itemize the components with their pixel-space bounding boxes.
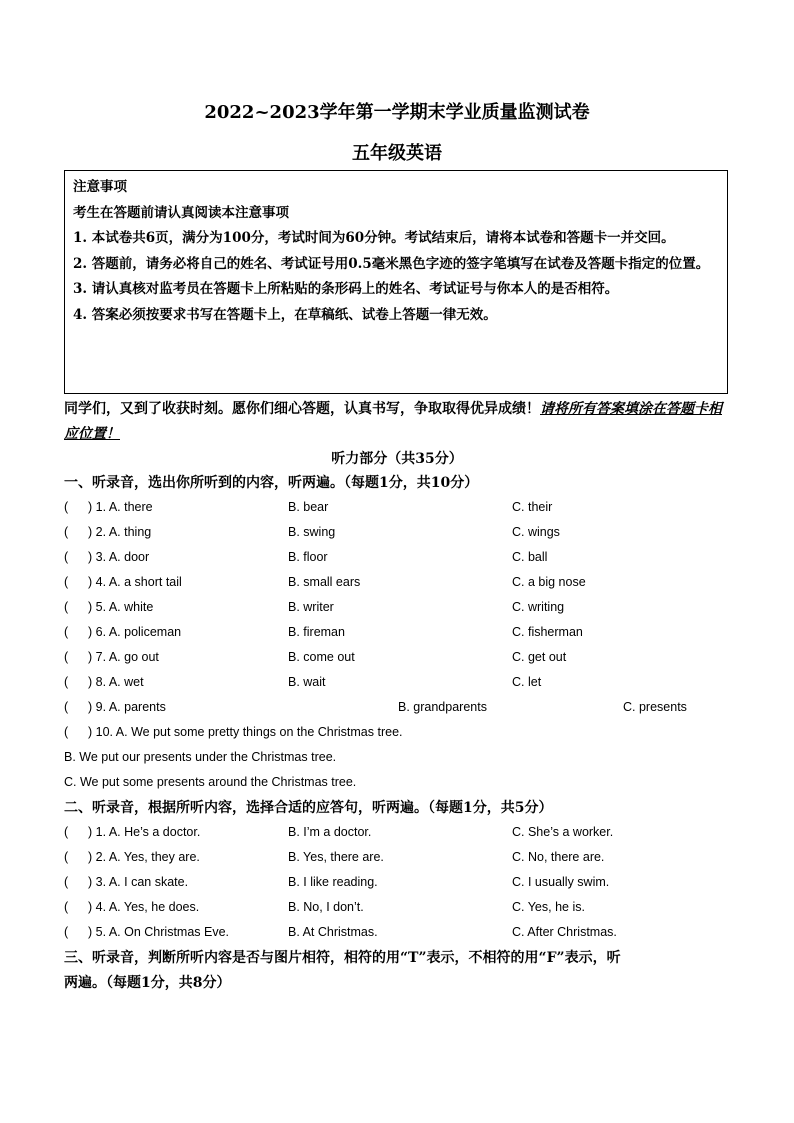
option-b: B. come out bbox=[288, 650, 355, 664]
answer-paren: ( bbox=[64, 825, 69, 839]
answer-paren: ( bbox=[64, 575, 69, 589]
option-c: C. We put some presents around the Christmas tree. bbox=[64, 775, 357, 789]
option-b: B. I like reading. bbox=[288, 875, 378, 889]
answer-paren: ( bbox=[64, 900, 69, 914]
option-a: ) 2. A. thing bbox=[88, 525, 152, 539]
option-b: B. We put our presents under the Christmas tree. bbox=[64, 750, 337, 764]
section3-title-line1: 三、听录音，判断所听内容是否与图片相符，相符的用“T”表示，不相符的用“F”表示，听 bbox=[64, 950, 621, 966]
option-c: C. let bbox=[512, 675, 542, 689]
question-row bbox=[64, 525, 732, 550]
question-row bbox=[64, 675, 732, 700]
option-c: C. After Christmas. bbox=[512, 925, 617, 939]
answer-paren: ( bbox=[64, 875, 69, 889]
notice-item-4: 4. 答案必须按要求书写在答题卡上，在草稿纸、试卷上答题一律无效。 bbox=[73, 306, 497, 323]
question-row bbox=[64, 900, 732, 925]
listening-part-title: 听力部分（共35分） bbox=[331, 451, 463, 467]
notice-box bbox=[64, 170, 728, 394]
exam-subtitle: 五年级英语 bbox=[352, 143, 442, 164]
option-a: ) 10. A. We put some pretty things on the Christmas tree. bbox=[88, 725, 403, 739]
intro-emphasis: 请将所有答案填涂在答题卡相应位置！ bbox=[64, 401, 722, 442]
question-row bbox=[64, 700, 732, 725]
notice-heading: 注意事项 bbox=[73, 179, 127, 195]
option-c: C. Yes, he is. bbox=[512, 900, 585, 914]
option-a: ) 2. A. Yes, they are. bbox=[88, 850, 200, 864]
section3-title-line2: 两遍。（每题1分，共8分） bbox=[64, 975, 231, 991]
option-b: B. fireman bbox=[288, 625, 345, 639]
intro-paragraph bbox=[64, 397, 732, 447]
answer-paren: ( bbox=[64, 500, 69, 514]
answer-paren: ( bbox=[64, 925, 69, 939]
answer-paren: ( bbox=[64, 700, 69, 714]
option-b: B. floor bbox=[288, 550, 328, 564]
option-a: ) 1. A. He’s a doctor. bbox=[88, 825, 201, 839]
question-row bbox=[64, 725, 732, 750]
question-row bbox=[64, 500, 732, 525]
question-row bbox=[64, 650, 732, 675]
section1-title: 一、听录音，选出你所听到的内容，听两遍。（每题1分，共10分） bbox=[64, 475, 479, 491]
option-b: B. At Christmas. bbox=[288, 925, 378, 939]
question-row bbox=[64, 550, 732, 575]
notice-lead: 考生在答题前请认真阅读本注意事项 bbox=[73, 204, 289, 221]
answer-paren: ( bbox=[64, 850, 69, 864]
option-a: ) 6. A. policeman bbox=[88, 625, 182, 639]
notice-item-1: 1. 本试卷共6页，满分为100分，考试时间为60分钟。考试结束后，请将本试卷和答题卡一并交回。 bbox=[73, 230, 675, 246]
option-a: ) 4. A. a short tail bbox=[88, 575, 182, 589]
option-b: B. I’m a doctor. bbox=[288, 825, 372, 839]
option-c: C. a big nose bbox=[512, 575, 586, 589]
option-b: B. Yes, there are. bbox=[288, 850, 384, 864]
answer-paren: ( bbox=[64, 600, 69, 614]
option-c: C. ball bbox=[512, 550, 548, 564]
option-a: ) 1. A. there bbox=[88, 500, 153, 514]
option-a: ) 5. A. white bbox=[88, 600, 154, 614]
exam-title: 2022~2023学年第一学期末学业质量监测试卷 bbox=[204, 102, 590, 123]
answer-paren: ( bbox=[64, 550, 69, 564]
option-c: C. their bbox=[512, 500, 553, 514]
answer-paren: ( bbox=[64, 525, 69, 539]
notice-item-3: 3. 请认真核对监考员在答题卡上所粘贴的条形码上的姓名、考试证号与你本人的是否相符。 bbox=[73, 281, 619, 297]
option-a: ) 7. A. go out bbox=[88, 650, 159, 664]
option-c: C. presents bbox=[623, 700, 687, 714]
question-row bbox=[64, 825, 732, 850]
option-a: ) 5. A. On Christmas Eve. bbox=[88, 925, 230, 939]
option-b: B. bear bbox=[288, 500, 329, 514]
option-b: B. writer bbox=[288, 600, 334, 614]
answer-paren: ( bbox=[64, 625, 69, 639]
option-a: ) 4. A. Yes, he does. bbox=[88, 900, 200, 914]
answer-paren: ( bbox=[64, 650, 69, 664]
option-c: C. wings bbox=[512, 525, 560, 539]
question-row bbox=[64, 850, 732, 875]
question-row bbox=[64, 625, 732, 650]
question-row bbox=[64, 875, 732, 900]
option-c: C. She’s a worker. bbox=[512, 825, 614, 839]
option-c: C. No, there are. bbox=[512, 850, 605, 864]
option-b: B. swing bbox=[288, 525, 336, 539]
question-row bbox=[64, 575, 732, 600]
question-row bbox=[64, 600, 732, 625]
option-c: C. fisherman bbox=[512, 625, 583, 639]
notice-item-2: 2. 答题前，请务必将自己的姓名、考试证号用0.5毫米黑色字迹的签字笔填写在试卷及答题卡指定的位置。 bbox=[73, 255, 710, 272]
answer-paren: ( bbox=[64, 675, 69, 689]
option-b: B. grandparents bbox=[398, 700, 487, 714]
section2-title: 二、听录音，根据所听内容，选择合适的应答句，听两遍。（每题1分，共5分） bbox=[64, 800, 553, 816]
option-c: C. writing bbox=[512, 600, 565, 614]
option-a: ) 3. A. I can skate. bbox=[88, 875, 189, 889]
option-b: B. small ears bbox=[288, 575, 361, 589]
option-c: C. I usually swim. bbox=[512, 875, 610, 889]
option-b: B. No, I don’t. bbox=[288, 900, 364, 914]
option-a: ) 9. A. parents bbox=[88, 700, 166, 714]
option-a: ) 8. A. wet bbox=[88, 675, 144, 689]
option-a: ) 3. A. door bbox=[88, 550, 150, 564]
intro-text: 同学们，又到了收获时刻。愿你们细心答题，认真书写，争取取得优异成绩！ bbox=[64, 401, 540, 417]
answer-paren: ( bbox=[64, 725, 69, 739]
option-c: C. get out bbox=[512, 650, 567, 664]
option-b: B. wait bbox=[288, 675, 326, 689]
